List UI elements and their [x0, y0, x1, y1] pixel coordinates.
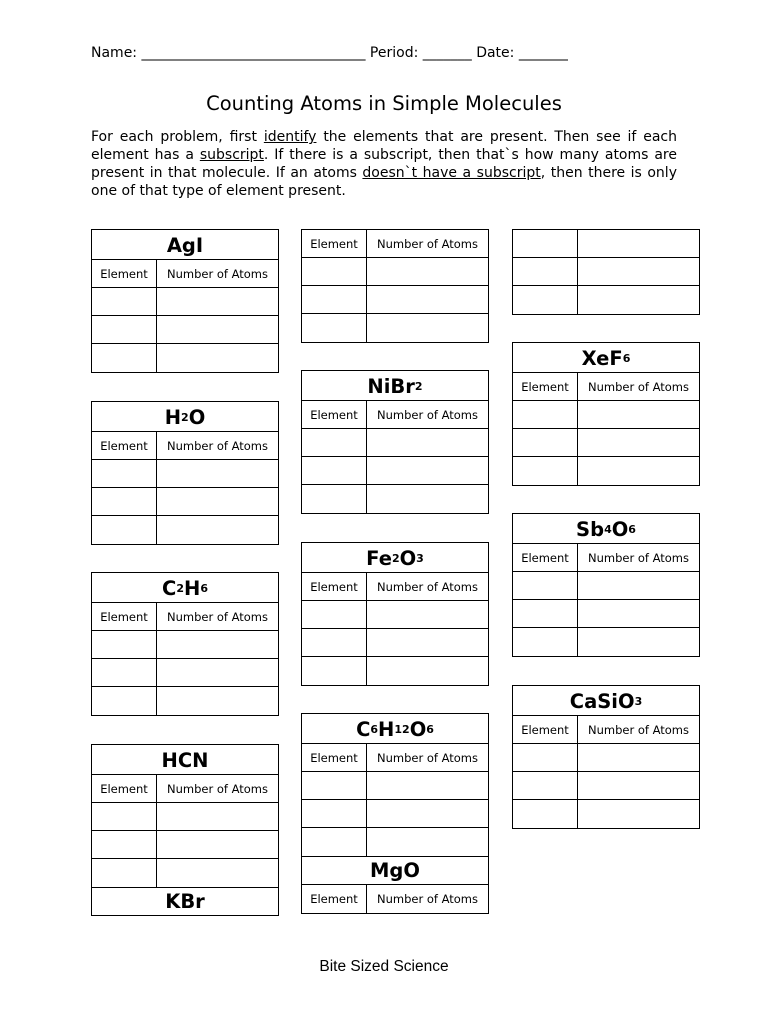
element-answer-cell[interactable] — [92, 460, 157, 487]
element-column-header: Element — [513, 716, 578, 743]
molecule-box-casio3 — [512, 685, 700, 829]
element-answer-cell[interactable] — [92, 316, 157, 343]
atom-count-answer-cell[interactable] — [367, 457, 488, 484]
atom-count-answer-cell[interactable] — [578, 230, 699, 257]
table-row — [302, 828, 488, 856]
table-header-row — [302, 401, 488, 429]
intro-text-2: the elements that are present. Then see if each element has a — [91, 129, 677, 163]
atom-count-answer-cell[interactable] — [367, 772, 488, 799]
atom-count-answer-cell[interactable] — [367, 828, 488, 856]
table-row — [513, 286, 699, 314]
atom-count-answer-cell[interactable] — [578, 457, 699, 485]
table-row — [302, 286, 488, 314]
number-of-atoms-column-header: Number of Atoms — [377, 236, 478, 251]
atom-count-answer-cell[interactable] — [578, 258, 699, 285]
formula-symbol: AgI — [166, 234, 204, 257]
atom-count-answer-cell[interactable] — [367, 286, 488, 313]
element-column-header: Element — [513, 373, 578, 400]
table-row — [513, 258, 699, 286]
table-row — [302, 485, 488, 513]
formula-symbol: H — [378, 718, 395, 741]
table-row — [92, 316, 278, 344]
atom-count-answer-cell[interactable] — [367, 629, 488, 656]
element-answer-cell[interactable] — [92, 831, 157, 858]
element-answer-cell[interactable] — [92, 488, 157, 515]
table-row — [92, 288, 278, 316]
table-row — [513, 772, 699, 800]
element-answer-cell[interactable] — [302, 629, 367, 656]
number-of-atoms-column-header: Number of Atoms — [167, 266, 268, 281]
formula-symbol: KBr — [165, 889, 205, 913]
molecule-formula — [302, 855, 488, 885]
element-answer-cell[interactable] — [513, 628, 578, 656]
element-answer-cell[interactable] — [513, 744, 578, 771]
element-answer-cell[interactable] — [92, 687, 157, 715]
molecule-box-fe2o3 — [301, 542, 489, 686]
page-title: Counting Atoms in Simple Molecules — [206, 92, 562, 115]
number-of-atoms-column-header: Number of Atoms — [167, 438, 268, 453]
element-answer-cell[interactable] — [92, 516, 157, 544]
table-row — [513, 600, 699, 628]
molecule-formula — [92, 745, 278, 775]
atom-count-answer-cell[interactable] — [367, 314, 488, 342]
table-row — [92, 460, 278, 488]
atom-count-answer-cell[interactable] — [157, 687, 278, 715]
molecule-box-h2o — [91, 401, 279, 545]
number-of-atoms-column-header: Number of Atoms — [377, 579, 478, 594]
instructions-paragraph — [91, 128, 677, 200]
table-row — [302, 314, 488, 342]
number-of-atoms-column-header: Number of Atoms — [377, 407, 478, 422]
table-row — [92, 803, 278, 831]
element-answer-cell[interactable] — [302, 314, 367, 342]
element-answer-cell[interactable] — [513, 429, 578, 456]
molecule-box-kbr — [91, 885, 279, 916]
table-header-row — [513, 716, 699, 744]
atom-count-answer-cell[interactable] — [157, 631, 278, 658]
atom-count-answer-cell[interactable] — [578, 628, 699, 656]
element-column-header: Element — [92, 432, 157, 459]
table-row — [92, 687, 278, 715]
table-row — [513, 230, 699, 258]
molecule-box-mgo — [301, 855, 489, 914]
table-header-row — [513, 544, 699, 572]
element-column-header: Element — [513, 544, 578, 571]
table-row — [92, 659, 278, 687]
atom-count-answer-cell[interactable] — [578, 429, 699, 456]
molecule-formula: C 2 H 6 — [92, 573, 278, 603]
table-row — [302, 258, 488, 286]
molecule-box-xef6 — [512, 342, 700, 486]
table-row — [513, 457, 699, 485]
molecule-formula: XeF 6 — [513, 343, 699, 373]
table-row — [302, 657, 488, 685]
element-answer-cell[interactable] — [302, 828, 367, 856]
atom-count-answer-cell[interactable] — [367, 429, 488, 456]
formula-symbol: HCN — [161, 749, 209, 772]
molecule-formula: Sb 4 O 6 — [513, 514, 699, 544]
molecule-formula: C 6 H 12 O 6 — [302, 714, 488, 744]
element-column-header: Element — [302, 230, 367, 257]
molecule-formula: CaSiO 3 — [513, 686, 699, 716]
number-of-atoms-column-header: Number of Atoms — [167, 609, 268, 624]
number-of-atoms-column-header: Number of Atoms — [377, 892, 478, 906]
element-answer-cell[interactable] — [302, 457, 367, 484]
number-of-atoms-column-header: Number of Atoms — [588, 379, 689, 394]
table-header-row — [92, 775, 278, 803]
element-column-header: Element — [302, 573, 367, 600]
table-header-row — [513, 373, 699, 401]
number-of-atoms-column-header: Number of Atoms — [588, 550, 689, 565]
table-row — [92, 859, 278, 887]
formula-symbol: XeF — [581, 347, 623, 370]
formula-symbol: C — [162, 577, 177, 600]
table-header-row — [92, 260, 278, 288]
formula-symbol: O — [188, 406, 206, 429]
table-row — [302, 772, 488, 800]
element-answer-cell[interactable] — [513, 772, 578, 799]
intro-underlined-identify: identify — [263, 129, 317, 145]
formula-symbol: CaSiO — [569, 690, 635, 713]
element-answer-cell[interactable] — [513, 600, 578, 627]
atom-count-answer-cell[interactable] — [157, 516, 278, 544]
molecule-box-c2h6 — [91, 572, 279, 716]
element-answer-cell[interactable] — [302, 601, 367, 628]
element-answer-cell[interactable] — [513, 401, 578, 428]
molecule-formula: NiBr 2 — [302, 371, 488, 401]
element-answer-cell[interactable] — [513, 457, 578, 485]
molecule-box-hcn — [91, 744, 279, 888]
molecule-box-continued — [301, 229, 489, 343]
table-header-row — [302, 573, 488, 601]
atom-count-answer-cell[interactable] — [157, 831, 278, 858]
intro-text-4: , then there is only one of that type of element present. — [91, 165, 677, 199]
table-row — [92, 516, 278, 544]
atom-count-answer-cell[interactable] — [367, 800, 488, 827]
element-answer-cell[interactable] — [302, 429, 367, 456]
atom-count-answer-cell[interactable] — [157, 460, 278, 487]
element-answer-cell[interactable] — [513, 230, 578, 257]
number-of-atoms-column-header: Number of Atoms — [167, 781, 268, 796]
formula-symbol: Sb — [576, 518, 605, 541]
element-answer-cell[interactable] — [302, 657, 367, 685]
table-row — [92, 831, 278, 859]
molecule-formula — [92, 885, 278, 915]
formula-symbol: O — [409, 718, 427, 741]
table-header-row — [302, 744, 488, 772]
intro-underlined-subscript: subscript — [199, 147, 264, 163]
element-answer-cell[interactable] — [92, 803, 157, 830]
molecule-box-nibr2 — [301, 370, 489, 514]
atom-count-answer-cell[interactable] — [578, 800, 699, 828]
atom-count-answer-cell[interactable] — [578, 600, 699, 627]
element-answer-cell[interactable] — [92, 631, 157, 658]
table-row — [513, 429, 699, 457]
formula-symbol: H — [164, 406, 182, 429]
atom-count-answer-cell[interactable] — [157, 803, 278, 830]
atom-count-answer-cell[interactable] — [578, 286, 699, 314]
table-row — [302, 800, 488, 828]
element-answer-cell[interactable] — [302, 258, 367, 285]
formula-symbol: C — [356, 718, 371, 741]
table-header-row — [302, 230, 488, 258]
intro-text-1: For each problem, first — [91, 129, 264, 145]
element-answer-cell[interactable] — [513, 572, 578, 599]
table-row — [302, 629, 488, 657]
name-period-date-line: Name: ________________________________ Period: _______ Date: _______ — [91, 45, 568, 61]
element-answer-cell[interactable] — [513, 286, 578, 314]
element-column-header: Element — [92, 603, 157, 630]
atom-count-answer-cell[interactable] — [367, 485, 488, 513]
table-row — [513, 401, 699, 429]
table-row — [302, 457, 488, 485]
table-header-row — [92, 603, 278, 631]
table-row — [92, 344, 278, 372]
number-of-atoms-column-header: Number of Atoms — [588, 722, 689, 737]
formula-symbol: O — [611, 518, 629, 541]
element-answer-cell[interactable] — [92, 344, 157, 372]
molecule-box-continued — [512, 229, 700, 315]
table-row — [513, 800, 699, 828]
molecule-box-sb4o6 — [512, 513, 700, 657]
element-answer-cell[interactable] — [302, 485, 367, 513]
formula-symbol: H — [183, 577, 201, 600]
atom-count-answer-cell[interactable] — [157, 859, 278, 887]
table-row — [92, 488, 278, 516]
element-column-header: Element — [92, 775, 157, 802]
molecule-box-c6h12o6 — [301, 713, 489, 857]
table-header-row — [302, 885, 488, 913]
table-row — [92, 631, 278, 659]
element-answer-cell[interactable] — [513, 258, 578, 285]
molecule-formula: Fe 2 O 3 — [302, 543, 488, 573]
molecule-formula — [92, 230, 278, 260]
atom-count-answer-cell[interactable] — [578, 572, 699, 599]
atom-count-answer-cell[interactable] — [367, 601, 488, 628]
atom-count-answer-cell[interactable] — [157, 659, 278, 686]
atom-count-answer-cell[interactable] — [578, 772, 699, 799]
atom-count-answer-cell[interactable] — [367, 258, 488, 285]
molecule-formula: H 2 O — [92, 402, 278, 432]
element-answer-cell[interactable] — [92, 859, 157, 887]
atom-count-answer-cell[interactable] — [157, 344, 278, 372]
formula-symbol: MgO — [370, 859, 420, 882]
element-answer-cell[interactable] — [513, 800, 578, 828]
footer-credit: Bite Sized Science — [319, 958, 449, 975]
atom-count-answer-cell[interactable] — [157, 316, 278, 343]
atom-count-answer-cell[interactable] — [157, 488, 278, 515]
element-answer-cell[interactable] — [302, 800, 367, 827]
table-row — [513, 744, 699, 772]
table-row — [302, 429, 488, 457]
number-of-atoms-column-header: Number of Atoms — [377, 750, 478, 765]
formula-symbol: Fe — [366, 547, 392, 570]
intro-text-3: . If there is a subscript, then that`s how many atoms are present in that molecule. If an atoms — [91, 147, 677, 181]
element-answer-cell[interactable] — [92, 659, 157, 686]
atom-count-answer-cell[interactable] — [578, 744, 699, 771]
element-column-header: Element — [302, 885, 367, 913]
table-row — [302, 601, 488, 629]
table-row — [513, 572, 699, 600]
element-answer-cell[interactable] — [302, 772, 367, 799]
element-answer-cell[interactable] — [92, 288, 157, 315]
intro-underlined-no-subscript: doesn`t have a subscript — [362, 165, 541, 181]
atom-count-answer-cell[interactable] — [157, 288, 278, 315]
table-header-row — [92, 432, 278, 460]
element-answer-cell[interactable] — [302, 286, 367, 313]
table-row — [513, 628, 699, 656]
atom-count-answer-cell[interactable] — [367, 657, 488, 685]
atom-count-answer-cell[interactable] — [578, 401, 699, 428]
element-column-header: Element — [302, 401, 367, 428]
element-column-header: Element — [92, 260, 157, 287]
formula-symbol: NiBr — [367, 375, 415, 398]
molecule-box-agi — [91, 229, 279, 373]
element-column-header: Element — [302, 744, 367, 771]
formula-symbol: O — [399, 547, 417, 570]
